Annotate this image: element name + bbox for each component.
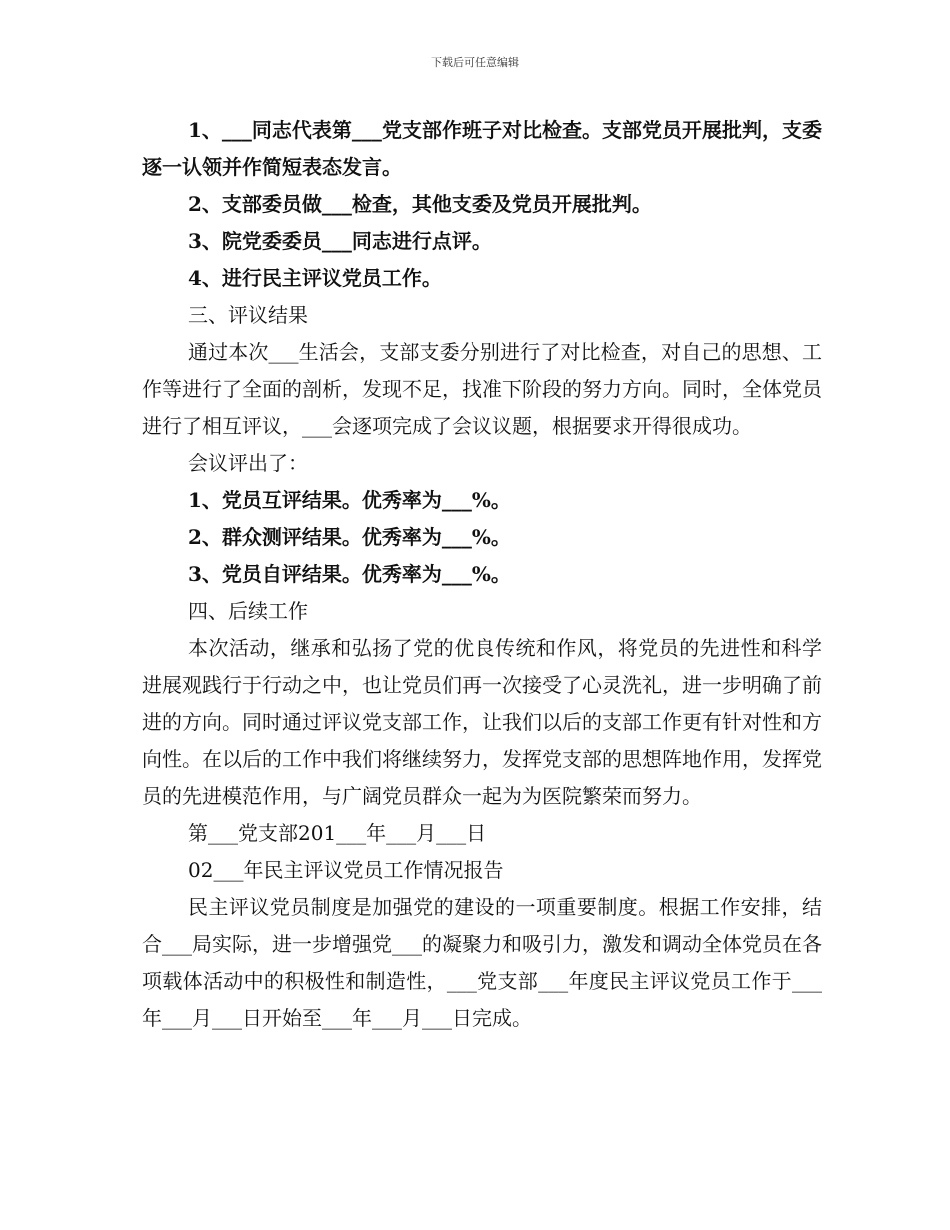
page-header: 下载后可任意编辑 [431,56,519,69]
paragraph: 4、进行民主评议党员工作。 [188,266,442,290]
paragraph: 通过本次___生活会，支部支委分别进行了对比检查，对自己的思想、工作等进行了全面的剖析，发现不足，找准下阶段的努力方向。同时，全体党员进行了相互评议，___会逐项完成了会议议题，根据要求开得很成功。 [142,340,822,438]
paragraph: 会议评出了： [188,451,308,475]
paragraph: 2、群众测评结果。优秀率为___%。 [188,525,511,549]
section-heading: 四、后续工作 [188,599,308,623]
paragraph: 1、党员互评结果。优秀率为___%。 [188,488,511,512]
report-title: 02___年民主评议党员工作情况报告 [188,858,504,882]
paragraph: 2、支部委员做___检查，其他支委及党员开展批判。 [188,192,652,216]
paragraph: 3、院党委委员___同志进行点评。 [188,229,492,253]
paragraph: 3、党员自评结果。优秀率为___%。 [188,562,511,586]
section-heading: 三、评议结果 [188,303,308,327]
paragraph: 1、___同志代表第___党支部作班子对比检查。支部党员开展批判，支委逐一认领并作简短表态发言。 [142,118,822,179]
paragraph: 本次活动，继承和弘扬了党的优良传统和作风，将党员的先进性和科学进展观践行于行动之中，也让党员们再一次接受了心灵洗礼，进一步明确了前进的方向。同时通过评议党支部工作，让我们以后的支部工作更有针对性和方向性。在以后的工作中我们将继续努力，发挥党支部的思想阵地作用，发挥党员的先进模范作用，与广阔党员群众一起为为医院繁荣而努力。 [142,636,822,808]
document-body [142,112,822,1037]
signature-line: 第___党支部201___年___月___日 [188,821,487,845]
paragraph: 民主评议党员制度是加强党的建设的一项重要制度。根据工作安排，结合___局实际，进一步增强党___的凝聚力和吸引力，激发和调动全体党员在各项载体活动中的积极性和制造性，___党支部___年度民主评议党员工作于___年___月___日开始至___年___月___日完成。 [142,895,822,1030]
